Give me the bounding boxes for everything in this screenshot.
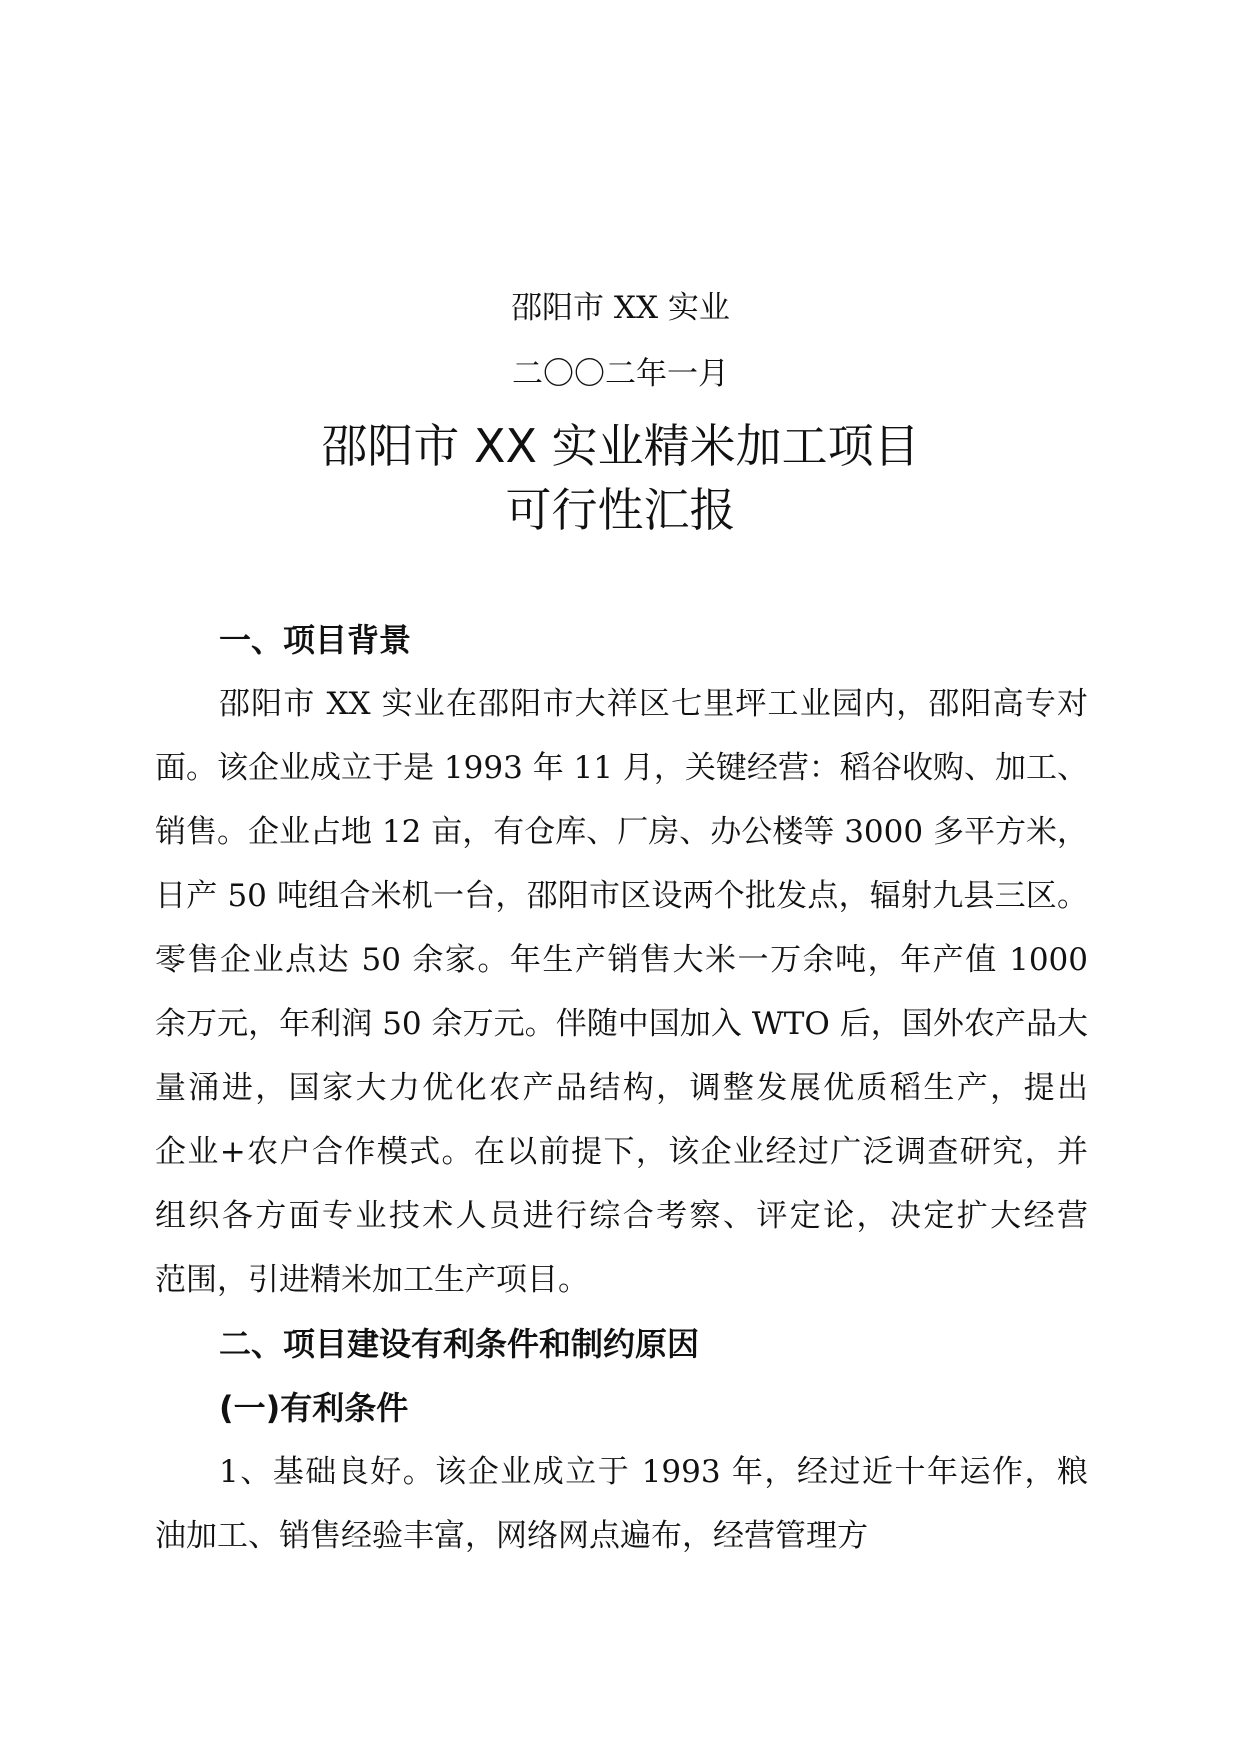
paragraph-line: 零售企业点达 50 余家。年生产销售大米一万余吨，年产值 1000	[155, 942, 1088, 978]
paragraph-line: 企业+农户合作模式。在以前提下，该企业经过广泛调查研究，并	[155, 1134, 1088, 1170]
paragraph-line: 组织各方面专业技术人员进行综合考察、评定论，决定扩大经营	[155, 1198, 1088, 1234]
paragraph-line: 日产 50 吨组合米机一台，邵阳市区设两个批发点，辐射九县三区。	[155, 878, 1088, 914]
paragraph-favorable-conditions	[155, 1440, 1088, 1568]
document-body	[155, 608, 1088, 1568]
subsection-heading-favorable: (一)有利条件	[219, 1389, 409, 1427]
paragraph-line: 邵阳市 XX 实业在邵阳市大祥区七里坪工业园内，邵阳高专对	[219, 686, 1088, 722]
cover-date: 二〇〇二年一月	[512, 356, 729, 392]
cover-organization: 邵阳市 XX 实业	[511, 290, 730, 326]
paragraph-line: 范围，引进精米加工生产项目。	[155, 1262, 589, 1298]
paragraph-line: 1、基础良好。该企业成立于 1993 年，经过近十年运作，粮	[219, 1454, 1088, 1490]
paragraph-line: 余万元，年利润 50 余万元。伴随中国加入 WTO 后，国外农产品大	[155, 1006, 1088, 1042]
document-title-line-1: 邵阳市 XX 实业精米加工项目	[321, 419, 920, 473]
section-heading-conditions: 二、项目建设有利条件和制约原因	[219, 1325, 700, 1363]
paragraph-line: 量涌进，国家大力优化农产品结构，调整发展优质稻生产，提出	[155, 1070, 1088, 1106]
paragraph-line: 油加工、销售经验丰富，网络网点遍布，经营管理方	[155, 1518, 868, 1554]
section-heading-background: 一、项目背景	[219, 621, 412, 659]
document-title-line-2: 可行性汇报	[505, 483, 736, 537]
paragraph-background	[155, 672, 1088, 1312]
paragraph-line: 面。该企业成立于是 1993 年 11 月，关键经营：稻谷收购、加工、	[155, 750, 1088, 786]
paragraph-line: 销售。企业占地 12 亩，有仓库、厂房、办公楼等 3000 多平方米，	[155, 814, 1088, 850]
